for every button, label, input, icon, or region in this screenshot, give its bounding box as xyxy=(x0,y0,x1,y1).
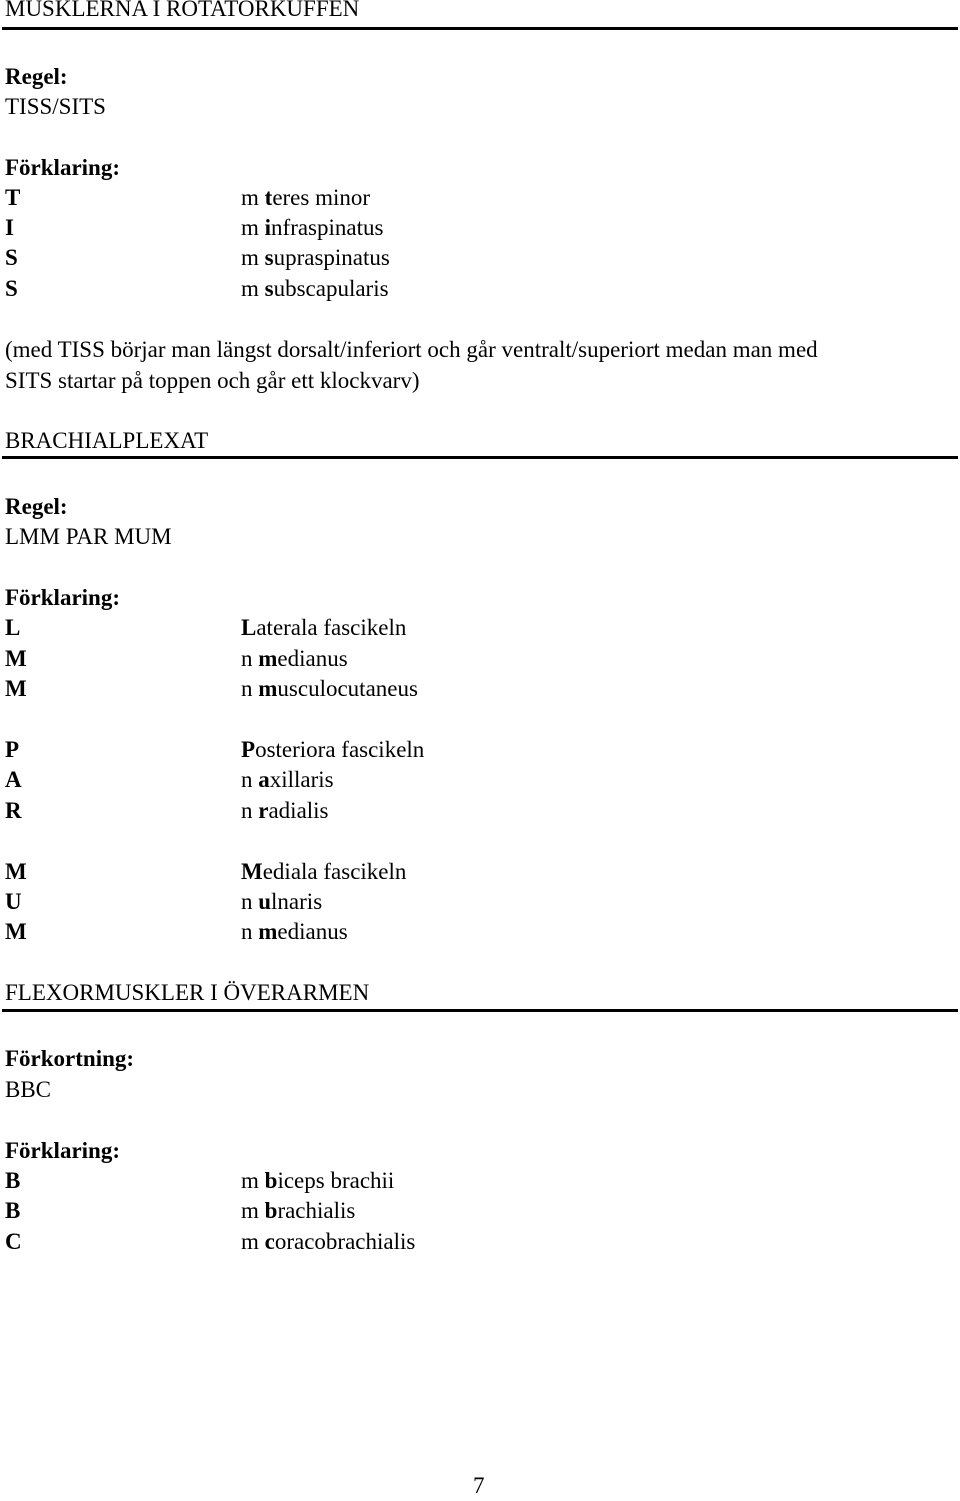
mnemonic-term: n axillaris xyxy=(241,767,334,792)
mnemonic-term: m infraspinatus xyxy=(241,215,384,240)
mnemonic-letter: M xyxy=(5,646,27,671)
explanation-label: Förklaring: xyxy=(5,155,120,180)
note-text: SITS startar på toppen och går ett klockvarv) xyxy=(5,368,420,393)
explanation-label: Förklaring: xyxy=(5,585,120,610)
mnemonic-term: m teres minor xyxy=(241,185,371,210)
mnemonic-term: n ulnaris xyxy=(241,889,323,914)
mnemonic-term: m coracobrachialis xyxy=(241,1229,416,1254)
mnemonic-term: n musculocutaneus xyxy=(241,676,418,701)
explanation-label: Förklaring: xyxy=(5,1138,120,1163)
mnemonic-letter: L xyxy=(5,615,21,640)
mnemonic-letter: B xyxy=(5,1198,21,1223)
mnemonic-letter: B xyxy=(5,1168,21,1193)
mnemonic-term: Posteriora fascikeln xyxy=(241,737,425,762)
mnemonic-term: m supraspinatus xyxy=(241,245,390,270)
mnemonic-term: Mediala fascikeln xyxy=(241,859,407,884)
rule-value: TISS/SITS xyxy=(5,94,106,119)
mnemonic-letter: M xyxy=(5,859,27,884)
abbreviation-value: BBC xyxy=(5,1077,52,1102)
mnemonic-letter: P xyxy=(5,737,20,762)
mnemonic-letter: A xyxy=(5,767,22,792)
mnemonic-letter: S xyxy=(5,276,18,301)
mnemonic-term: m brachialis xyxy=(241,1198,356,1223)
heading-rule xyxy=(2,1009,958,1012)
heading-rule xyxy=(2,27,958,30)
mnemonic-letter: T xyxy=(5,185,21,210)
page-number: 7 xyxy=(473,1473,485,1498)
heading-rule xyxy=(2,456,958,459)
mnemonic-letter: I xyxy=(5,215,14,240)
section-heading-arm-flexors: FLEXORMUSKLER I ÖVERARMEN xyxy=(5,980,370,1005)
mnemonic-letter: C xyxy=(5,1229,22,1254)
mnemonic-letter: S xyxy=(5,245,18,270)
mnemonic-letter: M xyxy=(5,919,27,944)
abbreviation-label: Förkortning: xyxy=(5,1046,135,1071)
mnemonic-letter: M xyxy=(5,676,27,701)
mnemonic-term: n radialis xyxy=(241,798,329,823)
rule-label: Regel: xyxy=(5,494,68,519)
mnemonic-term: n medianus xyxy=(241,919,348,944)
mnemonic-letter: U xyxy=(5,889,22,914)
mnemonic-term: Laterala fascikeln xyxy=(241,615,407,640)
rule-label: Regel: xyxy=(5,64,68,89)
mnemonic-term: n medianus xyxy=(241,646,348,671)
section-heading-rotator-cuff: MUSKLERNA I ROTATORKUFFEN xyxy=(5,0,360,21)
note-text: (med TISS börjar man längst dorsalt/inferiort och går ventralt/superiort medan man med xyxy=(5,337,818,362)
rule-value: LMM PAR MUM xyxy=(5,524,172,549)
mnemonic-term: m biceps brachii xyxy=(241,1168,395,1193)
mnemonic-term: m subscapularis xyxy=(241,276,389,301)
mnemonic-letter: R xyxy=(5,798,22,823)
section-heading-brachial-plexus: BRACHIALPLEXAT xyxy=(5,428,209,453)
